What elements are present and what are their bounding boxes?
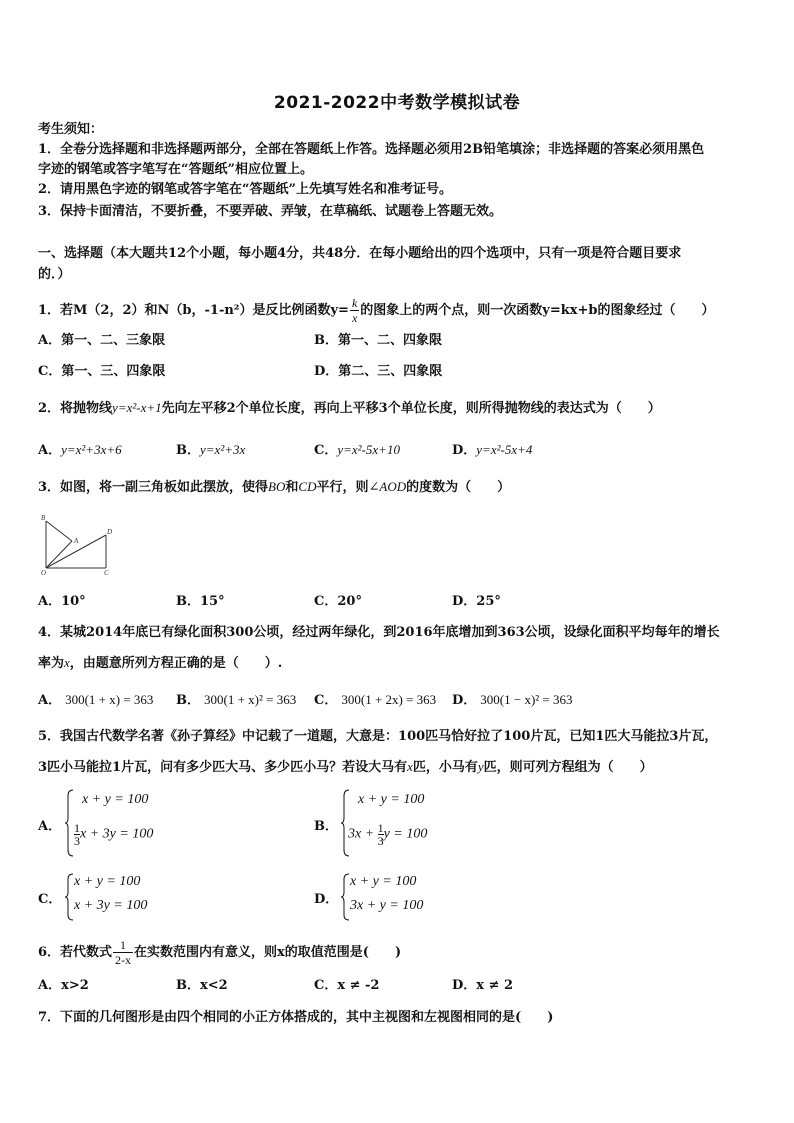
q4-text-post: ，由题意所列方程正确的是（ ）. [69, 656, 283, 671]
q2-option-d-expr: y=x²-5x+4 [476, 442, 533, 457]
q5-a-brace [64, 788, 74, 858]
q3-text-mid2: 平行，则 [316, 480, 369, 495]
q5-b-eq2-part2: y = 100 [383, 826, 428, 842]
q1-option-d[interactable]: D．第二、三、四象限 [314, 364, 443, 379]
fig-line-oa [46, 541, 72, 568]
q5-c-eq1-text: x + y = 100 [74, 874, 141, 889]
question-4: 4．某城2014年底已有绿化面积300公顷，经过两年绿化，到2016年底增加到363公顷，设绿化面积平均每年的增长 [38, 625, 720, 640]
q2-option-c-label: C． [314, 443, 338, 458]
q4-option-c-label: C． [314, 693, 338, 708]
q6-frac-den: 2-x [115, 953, 132, 967]
q2-text-post: 先向左平移2个单位长度，再向上平移3个单位长度，则所得抛物线的表达式为（ ） [161, 401, 661, 416]
q2-option-a-label: A． [38, 443, 62, 458]
q5-c-brace [64, 872, 74, 922]
q4-option-b-expr: 300(1 + x)² = 363 [204, 692, 297, 707]
q5-b-eq1 [358, 792, 424, 808]
notice-item-1-cont: 字迹的钢笔或答字笔写在“答题纸”相应位置上。 [38, 162, 313, 177]
q1-option-c[interactable]: C．第一、三、四象限 [38, 364, 166, 379]
page-title: 2021-2022中考数学模拟试卷 [273, 93, 521, 113]
q5-a-eq1-text: x + y = 100 [82, 792, 149, 807]
q5-a-frac-num: 1 [74, 821, 80, 835]
q6-text-pre: 6．若代数式 [38, 945, 113, 960]
section-heading: 一、选择题（本大题共12个小题，每小题4分，共48分．在每小题给出的四个选项中，只有一项是符合题目要求 [38, 246, 682, 261]
q4-option-c-expr: 300(1 + 2x) = 363 [341, 692, 437, 707]
q5-text-post: 匹，则可列方程组为（ ） [483, 760, 653, 775]
question-1 [38, 296, 758, 325]
q5-a-eq1 [82, 792, 148, 808]
q1-option-a[interactable]: A．第一、二、三象限 [38, 333, 166, 348]
q5-d-eq1-text: x + y = 100 [350, 874, 417, 889]
q2-option-a[interactable] [38, 440, 122, 461]
q1-text-post: 的图象上的两个点，则一次函数y=kx+b的图象经过（ ） [360, 303, 715, 318]
q1-text-pre: 1．若M（2，2）和N（b，-1-n²）是反比例函数y= [38, 303, 349, 318]
q4-option-a[interactable] [38, 690, 153, 711]
q4-option-c[interactable] [314, 690, 436, 711]
q2-option-c[interactable] [314, 440, 400, 461]
q2-option-d[interactable] [452, 440, 532, 461]
q4-var-x: x [64, 655, 70, 670]
q5-option-b-system[interactable] [340, 788, 460, 858]
q6-option-d[interactable]: D．x ≠ 2 [452, 978, 514, 993]
q5-d-eq2 [350, 898, 423, 914]
fig-label-b: B [41, 514, 46, 522]
q5-c-eq2-text: x + 3y = 100 [74, 898, 148, 913]
q2-option-d-label: D． [452, 443, 477, 458]
q4-option-b-label: B． [176, 693, 200, 708]
notice-item-1: 1．全卷分选择题和非选择题两部分，全部在答题纸上作答。选择题必须用2B铅笔填涂；非选择题的答案必须用黑色 [38, 142, 705, 157]
q6-text-post: 在实数范围内有意义，则x的取值范围是( ) [134, 945, 402, 960]
q5-b-eq2 [348, 822, 427, 847]
q2-option-c-expr: y=x²-5x+10 [337, 442, 400, 457]
q5-b-eq2-part1: 3x + [348, 826, 378, 842]
q3-text-post: 的度数为（ ） [406, 480, 511, 495]
q5-b-eq1-text: x + y = 100 [358, 792, 425, 807]
question-7: 7．下面的几何图形是由四个相同的小正方体搭成的，其中主视图和左视图相同的是( ) [38, 1010, 554, 1025]
q3-bo: BO [268, 479, 286, 494]
q5-option-d-system[interactable] [340, 872, 460, 922]
question-4-cont [38, 653, 758, 674]
fig-line-ba [46, 521, 72, 541]
q2-expression: y=x²-x+1 [112, 400, 162, 415]
q5-c-eq2 [74, 898, 147, 914]
q4-option-a-expr: 300(1 + x) = 363 [65, 692, 154, 707]
q1-option-b[interactable]: B．第一、二、四象限 [314, 333, 442, 348]
question-2 [38, 398, 758, 419]
q2-text-pre: 2．将抛物线 [38, 401, 113, 416]
q3-option-d[interactable]: D．25° [452, 594, 501, 609]
q5-a-frac-den: 3 [74, 834, 80, 848]
q5-text-pre: 3匹小马能拉1片瓦，问有多少匹大马、多少匹小马？若设大马有 [38, 760, 408, 775]
q1-fraction [350, 296, 359, 325]
question-5: 5．我国古代数学名著《孙子算经》中记载了一道题，大意是：100匹马恰好拉了100片瓦，已知1匹大马能拉3片瓦， [38, 729, 718, 744]
q3-text-mid1: 和 [285, 480, 299, 495]
q3-option-a[interactable]: A．10° [38, 594, 86, 609]
section-heading-cont: 的．） [38, 267, 71, 282]
q6-option-b[interactable]: B．x<2 [176, 978, 228, 993]
notice-item-3: 3．保持卡面清洁，不要折叠，不要弄破、弄皱，在草稿纸、试题卷上答题无效。 [38, 204, 503, 219]
q6-option-a[interactable]: A．x>2 [38, 978, 89, 993]
q6-frac-num: 1 [113, 938, 133, 953]
q3-triangle-figure [38, 513, 118, 577]
q5-b-frac-den: 3 [377, 834, 384, 848]
q3-text-pre: 3．如图，将一副三角板如此摆放，使得 [38, 480, 269, 495]
q4-option-d-expr: 300(1 − x)² = 363 [480, 692, 573, 707]
q2-option-b[interactable] [176, 440, 245, 461]
q4-option-d-label: D． [452, 693, 477, 708]
q2-option-b-label: B． [176, 443, 200, 458]
q5-d-brace [340, 872, 350, 922]
q5-option-d-label[interactable]: D． [314, 892, 339, 907]
notice-item-2: 2．请用黑色字迹的钢笔或答字笔在“答题纸”上先填写姓名和准考证号。 [38, 182, 453, 197]
q5-var-x: x [407, 759, 413, 774]
fig-label-c: C [104, 569, 109, 577]
q5-option-c-label[interactable]: C． [38, 892, 62, 907]
q5-option-a-system[interactable] [64, 788, 184, 858]
fig-label-o: O [41, 569, 47, 577]
question-3 [38, 477, 758, 498]
q5-b-frac-num: 1 [377, 821, 384, 835]
q5-d-eq2-text: 3x + y = 100 [350, 898, 424, 913]
q6-fraction [113, 938, 133, 967]
q3-cd: CD [298, 479, 317, 494]
q5-c-eq1 [74, 874, 140, 890]
q2-option-a-expr: y=x²+3x+6 [61, 442, 122, 457]
q4-option-b[interactable] [176, 690, 296, 711]
q6-option-c[interactable]: C．x ≠ -2 [314, 978, 380, 993]
fig-label-a: A [74, 537, 79, 545]
fig-label-d: D [107, 528, 113, 536]
q5-var-y: y [477, 759, 484, 774]
q3-option-b[interactable]: B．15° [176, 594, 225, 609]
q4-option-a-label: A． [38, 693, 62, 708]
question-6 [38, 938, 758, 967]
q3-angle: ∠AOD [368, 479, 407, 494]
q5-a-eq2 [74, 822, 153, 847]
q5-a-eq2-text: x + 3y = 100 [80, 826, 154, 842]
q2-option-b-expr: y=x²+3x [200, 442, 246, 457]
question-5-cont [38, 757, 758, 778]
q5-option-a-label[interactable]: A． [38, 819, 62, 834]
q5-d-eq1 [350, 874, 416, 890]
q4-text-pre: 率为 [38, 656, 65, 671]
q3-option-c[interactable]: C．20° [314, 594, 362, 609]
q1-frac-den: x [351, 311, 358, 325]
q5-text-mid: 匹，小马有 [412, 760, 478, 775]
q5-option-c-system[interactable] [64, 872, 184, 922]
q1-frac-num: k [351, 296, 358, 310]
q4-option-d[interactable] [452, 690, 573, 711]
q5-option-b-label[interactable]: B． [314, 819, 338, 834]
notice-heading: 考生须知： [38, 122, 104, 137]
